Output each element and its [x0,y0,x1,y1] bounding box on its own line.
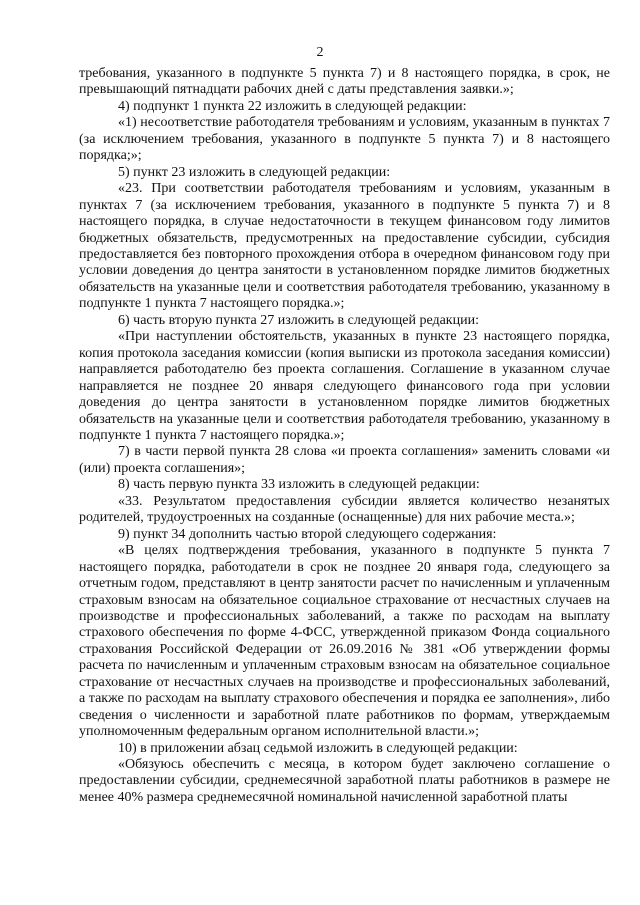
paragraph-quote-point-33: «33. Результатом предоставления субсидии является количество незанятых родителей, трудоустроенных на созданные (оснащенные) для них рабочие места.»; [79,493,610,526]
paragraph-item-5: 5) пункт 23 изложить в следующей редакции: [118,164,391,180]
paragraph-item-6: 6) часть вторую пункта 27 изложить в следующей редакции: [118,312,479,328]
paragraph-item-7: 7) в части первой пункта 28 слова «и проекта соглашения» заменить словами «и (или) проекта соглашения»; [79,444,610,476]
paragraph-item-8: 8) часть первую пункта 33 изложить в следующей редакции: [118,477,480,493]
paragraph-item-4: 4) подпункт 1 пункта 22 изложить в следующей редакции: [118,98,467,114]
document-body [79,66,610,806]
paragraph-continuation: требования, указанного в подпункте 5 пункта 7) и 8 настоящего порядка, в срок, не превышающий пятнадцати рабочих дней с даты представления заявки.»; [79,66,610,98]
paragraph-quote-point-23: «23. При соответствии работодателя требованиям и условиям, указанным в пунктах 7 (за исключением требования, указанного в подпункте 5 пункта 7) и 8 настоящего порядка, в случае недостаточности в текущем финансовом году лимитов бюджетных обязательств, предусмотренных на предоставление субсидии, субсидия предоставляется без повторного прохождения отбора в очередном финансовом году при условии доведения до центра занятости в установленном порядке лимитов бюджетных обязательств на указанные цели и соответствия работодателя требованию, указанному в подпункте 1 пункта 7 настоящего порядка.»; [79,181,610,312]
paragraph-item-9: 9) пункт 34 дополнить частью второй следующего содержания: [118,526,497,542]
paragraph-quote-item-1: «1) несоответствие работодателя требованиям и условиям, указанным в пунктах 7 (за исключением требования, указанного в подпункте 5 пункта 7) и 8 настоящего порядка;»; [79,115,610,164]
paragraph-quote-point-34: «В целях подтверждения требования, указанного в подпункте 5 пункта 7 настоящего порядка, работодатели в срок не позднее 20 января года, следующего за отчетным годом, представляют в центр занятости расчет по начисленным и уплаченным страховым взносам на обязательное социальное страхование от несчастных случаев на производстве и профессиональных заболеваний, а также по расходам на выплату страхового обеспечения по форме 4-ФСС, утвержденной приказом Фонда социального страхования Российской Федерации от 26.09.2016 № 381 «Об утверждении формы расчета по начисленным и уплаченным страховым взносам на обязательное социальное страхование от несчастных случаев на производстве и профессиональных заболеваний, а также по расходам на выплату страхового обеспечения и порядка ее заполнения», либо сведения о численности и заработной плате работников по формам, утверждаемым уполномоченным федеральным органом исполнительной власти.»; [79,543,610,740]
paragraph-quote-point-27: «При наступлении обстоятельств, указанных в пункте 23 настоящего порядка, копия протокола заседания комиссии (копия выписки из протокола заседания комиссии) направляется работодателю без проекта соглашения. Соглашение в указанном случае направляется не позднее 20 января следующего финансового года при условии доведения до центра занятости в установленном порядке лимитов бюджетных обязательств на указанные цели и соответствия работодателя требованию, указанному в подпункте 1 пункта 7 настоящего порядка.»; [79,329,610,443]
paragraph-item-10: 10) в приложении абзац седьмой изложить в следующей редакции: [118,740,518,756]
paragraph-quote-appendix: «Обязуюсь обеспечить с месяца, в котором будет заключено соглашение о предоставлении субсидии, среднемесячной заработной платы работников в размере не менее 40% размера среднемесячной номинальной начисленной заработной платы [79,757,610,805]
page-number: 2 [316,45,324,60]
